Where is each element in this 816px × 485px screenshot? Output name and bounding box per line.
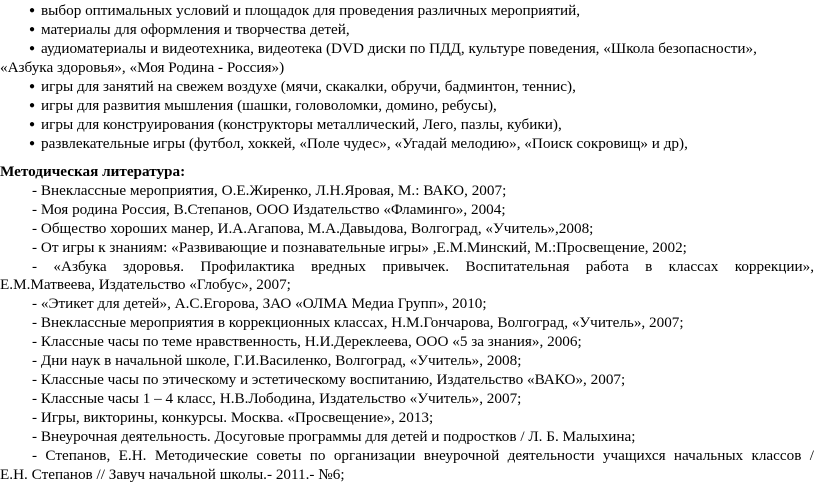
bullet-item — [0, 0, 816, 21]
bullet-dot-icon: ● — [29, 24, 36, 35]
literature-item: - «Азбука здоровья. Профилактика вредных привычек. Воспитательная работа в классах коррекции», — [32, 257, 814, 275]
bullet-dot-icon: ● — [29, 80, 36, 92]
bullet-dot-icon: ● — [29, 137, 36, 149]
bullet-item — [0, 114, 816, 135]
literature-item: - Внеурочная деятельность. Досуговые программы для детей и подростков / Л. Б. Малыхина; — [32, 428, 636, 446]
bullet-item — [0, 133, 816, 154]
bullet-text: игры для конструирования (конструкторы металлический, Лего, пазлы, кубики), — [41, 115, 562, 133]
literature-item: - Классные часы 1 – 4 класс, Н.В.Лободина, Издательство «Учитель», 2007; — [32, 390, 522, 408]
bullet-item — [0, 76, 816, 97]
literature-item-continuation: Е.Н. Степанов // Завуч начальной школы.- 2011.- №6; — [0, 466, 345, 483]
bullet-text: материалы для оформления и творчества детей, — [41, 21, 350, 38]
literature-item-continuation: Е.М.Матвеева, Издательство «Глобус», 2007; — [0, 276, 291, 294]
bullet-item — [0, 19, 816, 40]
literature-item: - «Этикет для детей», А.С.Егорова, ЗАО «ОЛМА Медиа Групп», 2010; — [32, 295, 487, 313]
literature-item: - Дни наук в начальной школе, Г.И.Василенко, Волгоград, «Учитель», 2008; — [32, 352, 522, 370]
bullet-dot-icon: ● — [29, 42, 36, 54]
bullet-dot-icon: ● — [29, 99, 36, 111]
bullet-text: аудиоматериалы и видеотехника, видеотека (DVD диски по ПДД, культуре поведения, «Школа безопасности», — [41, 39, 757, 57]
bullet-text: развлекательные игры (футбол, хоккей, «Поле чудес», «Угадай мелодию», «Поиск сокровищ» и др), — [41, 134, 688, 152]
literature-item: - Внеклассные мероприятия в коррекционных классах, Н.М.Гончарова, Волгоград, «Учитель», 2007; — [32, 314, 684, 332]
literature-item: - Моя родина Россия, В.Степанов, ООО Издательство «Фламинго», 2004; — [32, 200, 506, 218]
literature-item: - От игры к знаниям: «Развивающие и познавательные игры» ,Е.М.Минский, М.:Просвещение, 2002; — [32, 238, 687, 256]
literature-item: - Общество хороших манер, И.А.Агапова, М.А.Давыдова, Волгоград, «Учитель»,2008; — [32, 219, 594, 237]
bullet-text: выбор оптимальных условий и площадок для проведения различных мероприятий, — [41, 2, 581, 19]
bullet-dot-icon: ● — [29, 118, 36, 130]
literature-item: - Классные часы по этическому и эстетическому воспитанию, Издательство «ВАКО», 2007; — [32, 371, 626, 389]
literature-item: - Степанов, Е.Н. Методические советы по организации внеурочной деятельности учащихся начальных классов / — [32, 447, 814, 464]
bullet-item — [0, 38, 816, 59]
bullet-dot-icon: ● — [29, 5, 36, 16]
bullet-item — [0, 95, 816, 116]
bullet-text: игры для занятий на свежем воздухе (мячи, скакалки, обручи, бадминтон, теннис), — [41, 77, 576, 95]
literature-item: - Классные часы по теме нравственность, Н.И.Дереклеева, ООО «5 за знания», 2006; — [32, 333, 582, 351]
bullet-text: игры для развития мышления (шашки, головоломки, домино, ребусы), — [41, 96, 497, 114]
bullet-continuation: «Азбука здоровья», «Моя Родина - Россия») — [0, 58, 285, 76]
literature-item: - Игры, викторины, конкурсы. Москва. «Просвещение», 2013; — [32, 409, 434, 427]
literature-item: - Внеклассные мероприятия, О.Е.Жиренко, Л.Н.Яровая, М.: ВАКО, 2007; — [32, 181, 507, 199]
literature-heading: Методическая литература: — [0, 162, 186, 180]
